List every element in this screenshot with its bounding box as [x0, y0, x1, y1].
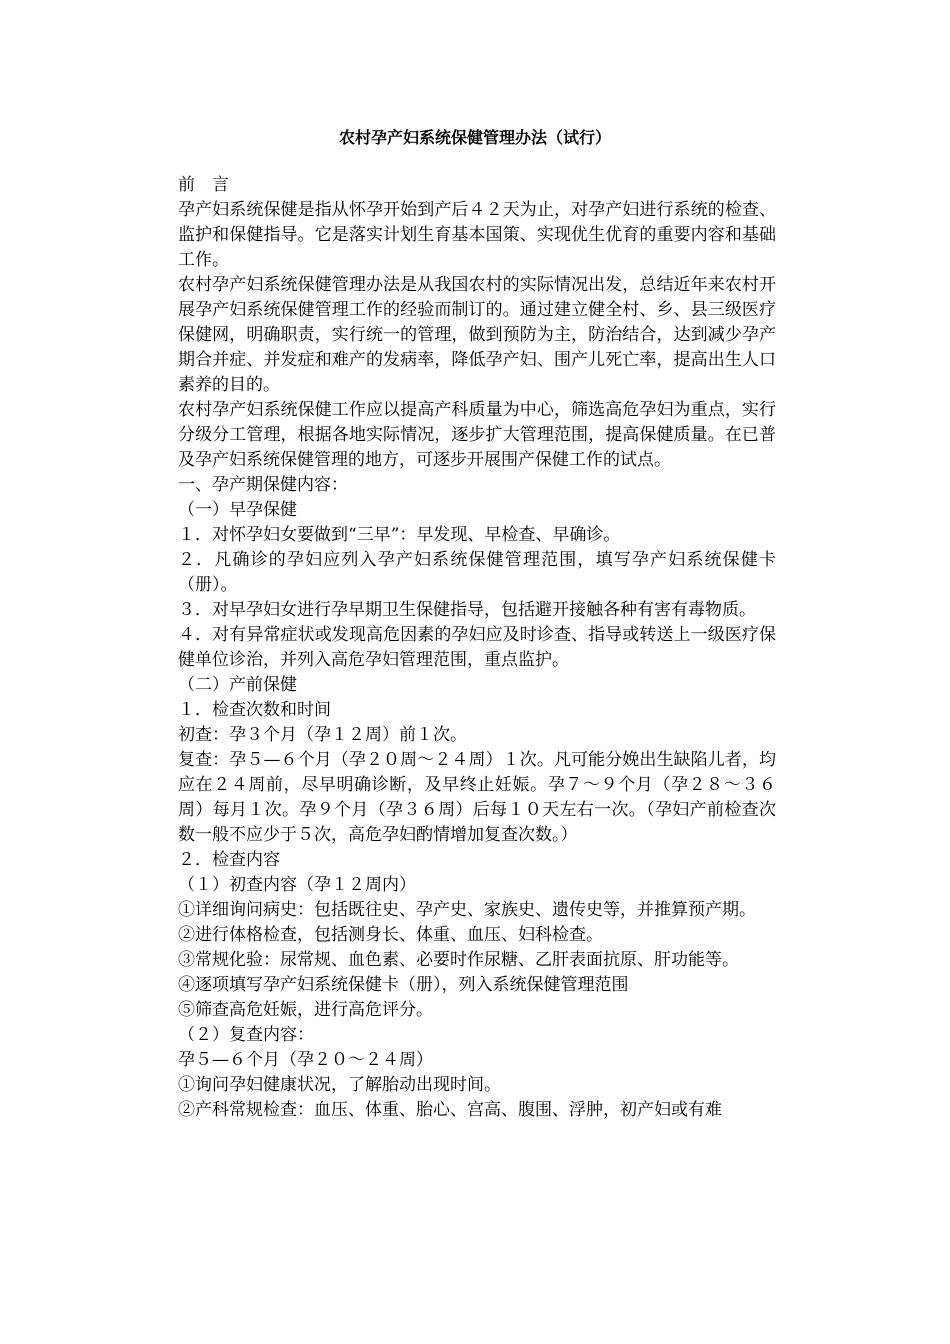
list-item: ３．对早孕妇女进行孕早期卫生保健指导，包括避开接触各种有害有毒物质。 [178, 600, 756, 620]
list-item: １．检查次数和时间 [178, 700, 331, 720]
list-item: ⑤筛查高危妊娠，进行高危评分。 [178, 1000, 433, 1020]
list-item: １．对怀孕妇女要做到“三早”：早发现、早检查、早确诊。 [178, 525, 621, 545]
list-item: ２．检查内容 [178, 850, 280, 870]
list-item: （１）初查内容（孕１２周内） [178, 875, 416, 895]
list-item: ①询问孕妇健康状况，了解胎动出现时间。 [178, 1075, 501, 1095]
list-item: ２．凡确诊的孕妇应列入孕产妇系统保健管理范围，填写孕产妇系统保健卡（册）。 [178, 550, 776, 595]
list-item: ②进行体格检查，包括测身长、体重、血压、妇科检查。 [178, 925, 603, 945]
section-heading: 一、孕产期保健内容： [178, 475, 348, 495]
list-item: ４．对有异常症状或发现高危因素的孕妇应及时诊查、指导或转送上一级医疗保健单位诊治，并列入高危孕妇管理范围，重点监护。 [178, 625, 776, 670]
paragraph: 孕５—６个月（孕２０～２４周） [178, 1050, 433, 1070]
document-title: 农村孕产妇系统保健管理办法（试行） [338, 128, 611, 147]
paragraph: 初查：孕３个月（孕１２周）前１次。 [178, 725, 467, 745]
subsection-heading: （二）产前保健 [178, 675, 297, 695]
list-item: ③常规化验：尿常规、血色素、必要时作尿糖、乙肝表面抗原、肝功能等。 [178, 950, 739, 970]
paragraph: 农村孕产妇系统保健工作应以提高产科质量为中心，筛选高危孕妇为重点，实行分级分工管理，根据各地实际情况，逐步扩大管理范围，提高保健质量。在已普及孕产妇系统保健管理的地方，可逐步开展围产保健工作的试点。 [178, 400, 776, 470]
paragraph: 复查：孕５—６个月（孕２０周～２４周）１次。凡可能分娩出生缺陷儿者，均应在２４周前，尽早明确诊断，及早终止妊娠。孕７～９个月（孕２８～３６周）每月１次。孕９个月（孕３６周）后每１０天左右一次。（孕妇产前检查次数一般不应少于５次，高危孕妇酌情增加复查次数。） [178, 750, 776, 845]
document-body [178, 173, 776, 1123]
list-item: ④逐项填写孕产妇系统保健卡（册），列入系统保健管理范围 [178, 975, 629, 995]
paragraph: 农村孕产妇系统保健管理办法是从我国农村的实际情况出发，总结近年来农村开展孕产妇系统保健管理工作的经验而制订的。通过建立健全村、乡、县三级医疗保健网，明确职责，实行统一的管理，做到预防为主，防治结合，达到减少孕产期合并症、并发症和难产的发病率，降低孕产妇、围产儿死亡率，提高出生人口素养的目的。 [178, 275, 776, 395]
list-item: （２）复查内容： [178, 1025, 314, 1045]
list-item: ②产科常规检查：血压、体重、胎心、宫高、腹围、浮肿，初产妇或有难 [178, 1100, 722, 1120]
preface-heading: 前 言 [178, 175, 229, 195]
paragraph: 孕产妇系统保健是指从怀孕开始到产后４２天为止，对孕产妇进行系统的检查、监护和保健指导。它是落实计划生育基本国策、实现优生优育的重要内容和基础工作。 [178, 200, 776, 270]
subsection-heading: （一）早孕保健 [178, 500, 297, 520]
list-item: ①详细询问病史：包括既往史、孕产史、家族史、遗传史等，并推算预产期。 [178, 900, 756, 920]
